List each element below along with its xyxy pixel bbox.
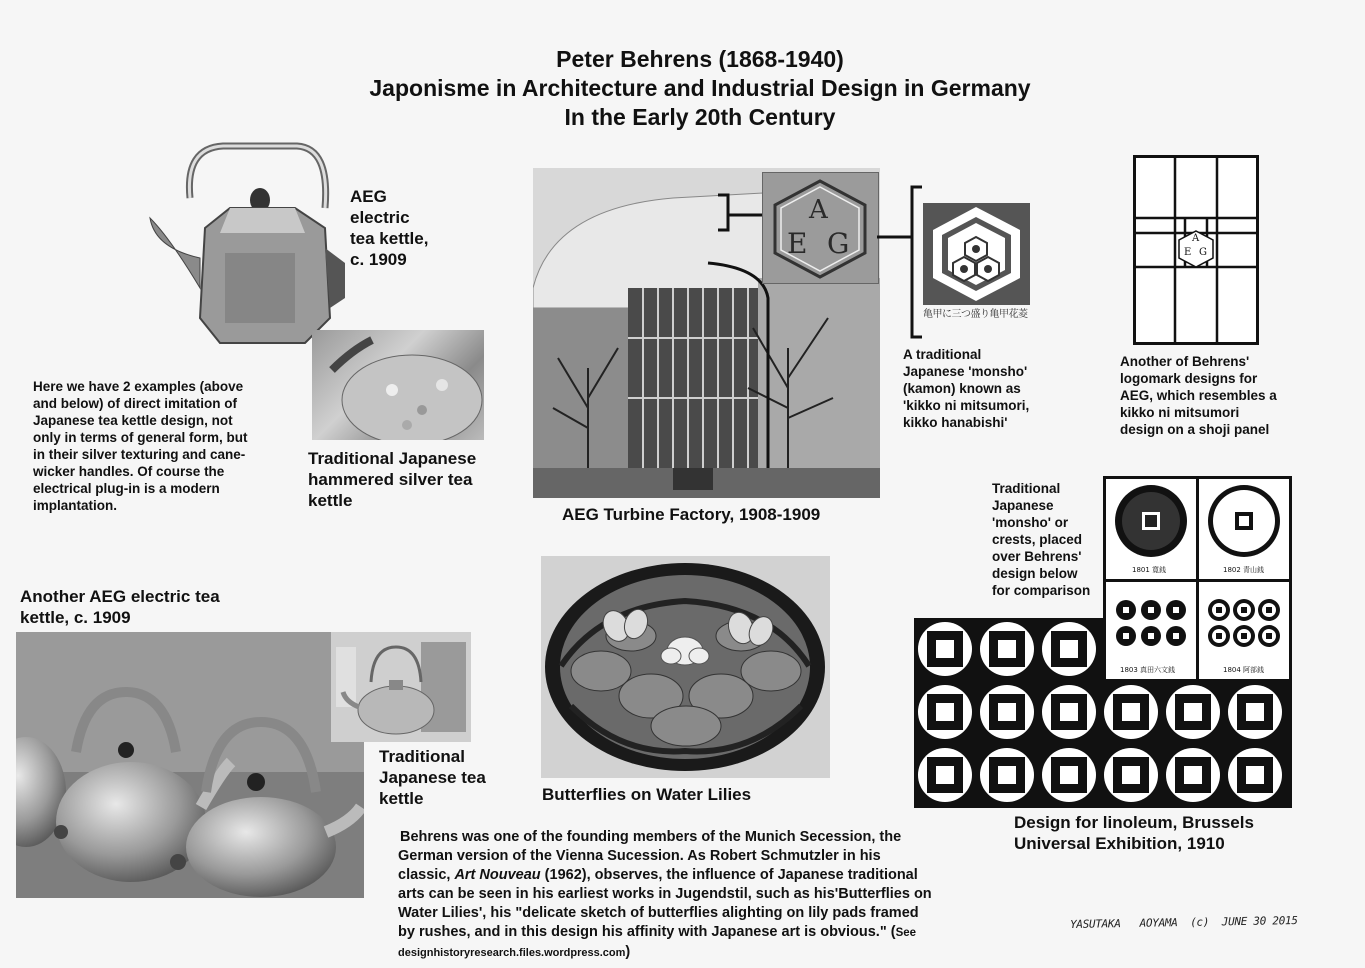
- crest-cell-2: [1199, 479, 1289, 579]
- intro-note-line: Japanese tea kettle design, not: [33, 413, 233, 428]
- signature: YASUTAKA AOYAMA (c) JUNE 30 2015: [1069, 914, 1298, 931]
- crest-label-4: 1804 阿部銭: [1223, 666, 1265, 674]
- crest-label-3: 1803 真田六文銭: [1120, 666, 1176, 674]
- linoleum-inner-square: [1122, 766, 1140, 784]
- hammered-silver-caption-line: Traditional Japanese: [308, 449, 477, 468]
- intro-note-line: Here we have 2 examples (above: [33, 379, 244, 394]
- aeg-kettles-photo: [16, 632, 364, 898]
- aeg-logo-letter-e: E: [787, 227, 808, 260]
- monsho-japanese-label: 亀甲に三つ盛り亀甲花菱: [923, 309, 1028, 320]
- monsho-caption-line: (kamon) known as: [903, 381, 1021, 396]
- crests-caption-line: crests, placed: [992, 532, 1083, 547]
- linoleum-inner-square: [1246, 703, 1264, 721]
- shoji-caption-line: kikko ni mitsumori: [1120, 405, 1240, 420]
- essay-paragraph: [398, 828, 932, 963]
- essay-line: [398, 923, 932, 943]
- butterflies-water-lilies-image: [541, 556, 830, 778]
- title-line-3: In the Early 20th Century: [564, 104, 836, 130]
- monsho-caption-line: Japanese 'monsho': [903, 364, 1028, 379]
- intro-note-line: only in terms of general form, but: [33, 430, 248, 445]
- intro-note: [33, 378, 248, 514]
- linoleum-inner-square: [998, 703, 1016, 721]
- butterflies-caption: Butterflies on Water Lilies: [542, 785, 752, 804]
- title-line-1: Peter Behrens (1868-1940): [556, 46, 844, 72]
- linoleum-inner-square: [1060, 640, 1078, 658]
- aeg-kettle-caption-line: c. 1909: [350, 250, 407, 269]
- linoleum-inner-square: [936, 640, 954, 658]
- linoleum-inner-square: [1122, 703, 1140, 721]
- linoleum-inner-square: [936, 703, 954, 721]
- crest-cell-3: [1106, 582, 1196, 679]
- traditional-kettle-caption-line: kettle: [379, 789, 424, 808]
- shoji-caption-line: Another of Behrens': [1120, 354, 1250, 369]
- aeg-logo-letter-a: A: [809, 195, 828, 225]
- monsho-crest-image: [923, 203, 1030, 305]
- crests-caption-line: 'monsho' or: [992, 515, 1069, 530]
- essay-text: classic,: [398, 867, 455, 883]
- shoji-caption: [1120, 353, 1277, 438]
- linoleum-inner-square: [1184, 703, 1202, 721]
- aeg-kettle-caption-line: tea kettle,: [350, 229, 429, 248]
- linoleum-inner-square: [1184, 766, 1202, 784]
- crest-cell-1: [1106, 479, 1196, 579]
- monsho-caption: [903, 346, 1029, 431]
- traditional-kettle-caption: [379, 746, 486, 809]
- linoleum-caption-line: Design for linoleum, Brussels: [1014, 813, 1254, 832]
- crests-caption: [992, 480, 1090, 599]
- aeg-kettle-caption-line: AEG: [350, 187, 387, 206]
- linoleum-inner-square: [998, 766, 1016, 784]
- monsho-caption-line: A traditional: [903, 347, 982, 362]
- essay-line: [398, 866, 932, 885]
- crests-grid: [1103, 476, 1292, 682]
- traditional-kettle-caption-line: Traditional: [379, 747, 465, 766]
- connector-bracket: [712, 185, 922, 345]
- crest-cell-4: [1199, 582, 1289, 679]
- shoji-logo-letter-g: G: [1199, 247, 1207, 258]
- crests-caption-line: Japanese: [992, 498, 1054, 513]
- crests-caption-line: over Behrens': [992, 549, 1082, 564]
- linoleum-inner-square: [1060, 766, 1078, 784]
- crest-label-2: 1802 青山銭: [1223, 566, 1265, 574]
- crests-caption-line: design below: [992, 566, 1078, 581]
- essay-line: Water Lilies', his "delicate sketch of butterflies alighting on lily pads framed: [398, 905, 919, 921]
- hammered-silver-caption-line: kettle: [308, 491, 353, 510]
- monsho-caption-line: 'kikko ni mitsumori,: [903, 398, 1030, 413]
- aeg-kettle-2-caption-line: Another AEG electric tea: [20, 587, 220, 606]
- hammered-silver-caption-line: hammered silver tea: [308, 470, 473, 489]
- linoleum-inner-square: [1246, 766, 1264, 784]
- book-title: Art Nouveau: [454, 867, 541, 883]
- page-title: [0, 45, 1365, 132]
- shoji-logo-letter-a: A: [1192, 233, 1200, 244]
- shoji-caption-line: logomark designs for: [1120, 371, 1258, 386]
- linoleum-inner-square: [936, 766, 954, 784]
- crests-caption-line: Traditional: [992, 481, 1061, 496]
- aeg-kettle-2-caption-line: kettle, c. 1909: [20, 608, 131, 627]
- shoji-logo-letter-e: E: [1184, 247, 1192, 258]
- essay-text: by rushes, and in this design his affinity with Japanese art is obvious." (: [398, 924, 896, 940]
- intro-note-line: electrical plug-in is a modern: [33, 481, 220, 496]
- hammered-silver-caption: [308, 448, 476, 511]
- shoji-panel-logomark: [1133, 155, 1259, 345]
- essay-text: ): [625, 944, 631, 960]
- intro-note-line: in their silver texturing and cane-: [33, 447, 246, 462]
- shoji-caption-line: design on a shoji panel: [1120, 422, 1270, 437]
- traditional-kettle-photo: [331, 632, 471, 742]
- source-link[interactable]: designhistoryresearch.files.wordpress.com: [398, 947, 626, 959]
- essay-line: German version of the Vienna Sucession. As Robert Schmutzler in his: [398, 848, 881, 864]
- shoji-caption-line: AEG, which resembles a: [1120, 388, 1277, 403]
- crests-caption-line: for comparison: [992, 583, 1091, 598]
- aeg-kettle-caption: [350, 186, 428, 270]
- title-line-2: Japonisme in Architecture and Industrial Design in Germany: [369, 75, 1031, 101]
- aeg-kettle-caption-line: electric: [350, 208, 410, 227]
- linoleum-inner-square: [1060, 703, 1078, 721]
- essay-text: (1962), observes, the influence of Japanese traditional: [540, 867, 918, 883]
- intro-note-line: implantation.: [33, 498, 117, 513]
- factory-caption: AEG Turbine Factory, 1908-1909: [562, 505, 821, 524]
- hammered-silver-kettle-photo: [312, 330, 484, 440]
- intro-note-line: wicker handles. Of course the: [33, 464, 225, 479]
- essay-line: arts can be seen in his earliest works in Jugendstil, such as his'Butterflies on: [398, 886, 932, 902]
- linoleum-caption: [1014, 812, 1254, 854]
- traditional-kettle-caption-line: Japanese tea: [379, 768, 486, 787]
- linoleum-inner-square: [998, 640, 1016, 658]
- crest-label-1: 1801 寛銭: [1132, 566, 1167, 574]
- aeg-kettle-2-caption: [20, 586, 220, 628]
- see-text: See: [895, 927, 917, 939]
- essay-line: [398, 943, 932, 963]
- aeg-logo-letter-g: G: [827, 227, 850, 260]
- linoleum-caption-line: Universal Exhibition, 1910: [1014, 834, 1225, 853]
- intro-note-line: and below) of direct imitation of: [33, 396, 237, 411]
- aeg-kettle-photo: [145, 138, 345, 356]
- essay-line: Behrens was one of the founding members of the Munich Secession, the: [400, 829, 902, 845]
- monsho-caption-line: kikko hanabishi': [903, 415, 1008, 430]
